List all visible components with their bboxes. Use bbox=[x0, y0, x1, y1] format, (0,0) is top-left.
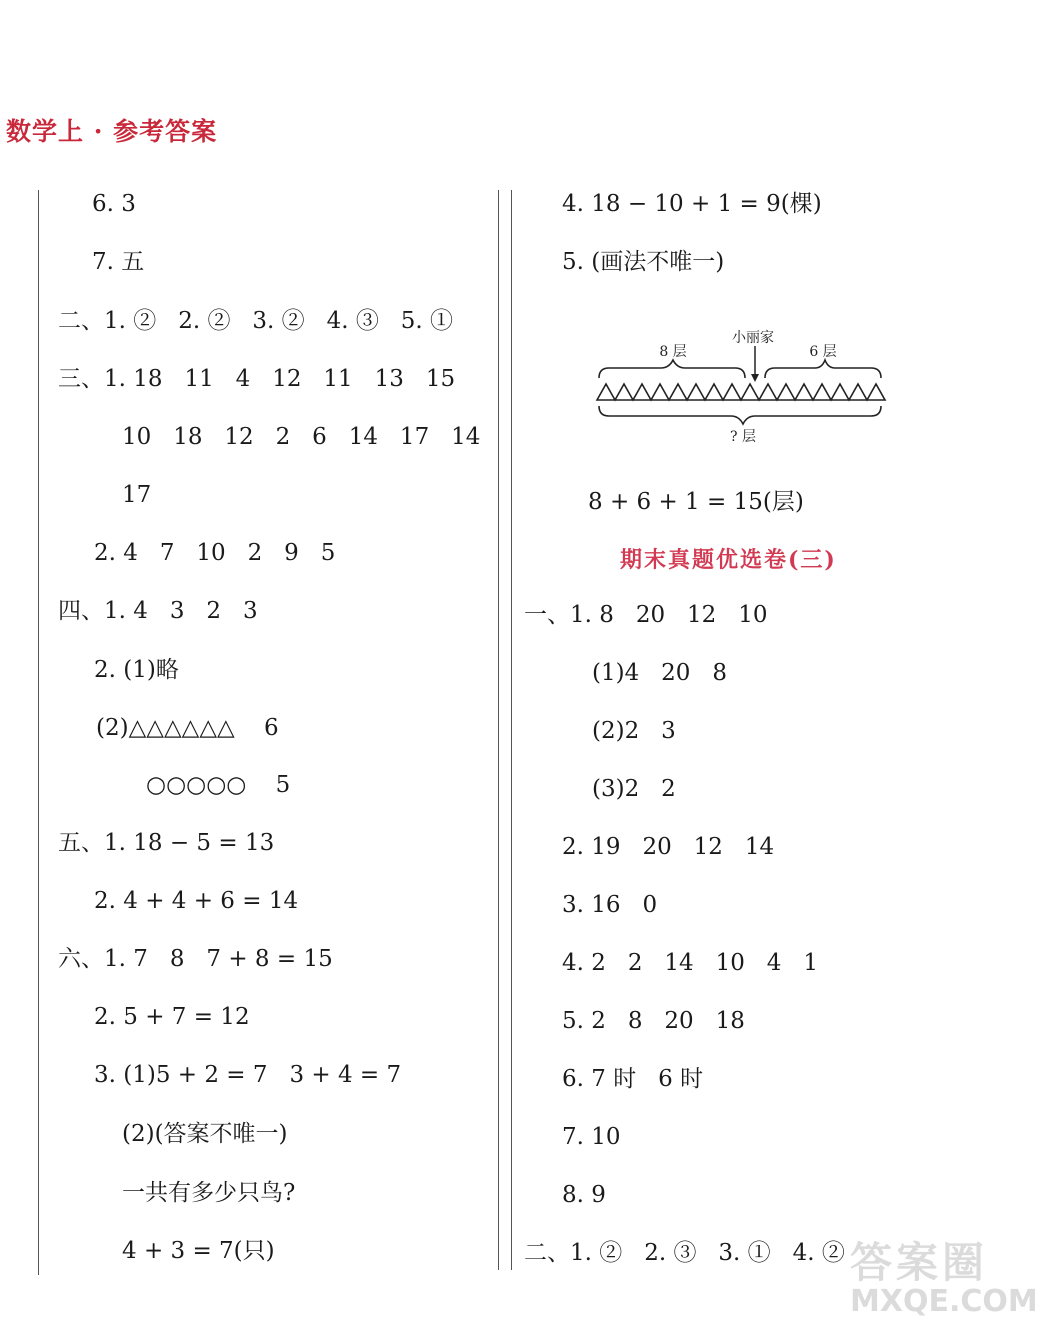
column-divider-left bbox=[498, 190, 499, 1270]
answer-line: 6. 7 时 6 时 bbox=[562, 1066, 704, 1092]
answer-line: 六、1. 7 8 7 + 8 = 15 bbox=[58, 946, 333, 972]
answer-line: 2. (1)略 bbox=[94, 657, 179, 683]
watermark-cn: 答案圈 bbox=[850, 1238, 989, 1287]
answer-line: (2)△△△△△△ 6 bbox=[96, 715, 279, 741]
left-brace bbox=[599, 360, 745, 378]
triangle-row bbox=[597, 384, 885, 400]
answer-line: 五、1. 18 − 5 = 13 bbox=[58, 830, 275, 856]
diagram-label-left: 8 层 bbox=[659, 344, 687, 360]
answer-line: (2)2 3 bbox=[592, 718, 676, 744]
section-title: 期末真题优选卷(三) bbox=[620, 547, 837, 573]
answer-line: 7. 10 bbox=[562, 1124, 621, 1150]
answer-line: (2)(答案不唯一) bbox=[122, 1121, 288, 1147]
answer-line: 二、1. ② 2. ② 3. ② 4. ③ 5. ① bbox=[58, 308, 454, 334]
answer-line: 17 bbox=[122, 482, 152, 508]
diagram-label-home: 小丽家 bbox=[732, 330, 774, 346]
column-divider-right bbox=[511, 190, 512, 1270]
answer-line: 5. (画法不唯一) bbox=[562, 249, 725, 275]
answer-line: 一共有多少只鸟? bbox=[122, 1180, 296, 1206]
diagram-label-right: 6 层 bbox=[809, 344, 837, 360]
answer-line: 一、1. 8 20 12 10 bbox=[524, 602, 768, 628]
answer-line: (3)2 2 bbox=[592, 776, 676, 802]
answer-line: 3. (1)5 + 2 = 7 3 + 4 = 7 bbox=[94, 1062, 402, 1088]
watermark-en: MXQE.COM bbox=[850, 1284, 1038, 1319]
answer-line: 4. 18 − 10 + 1 = 9(棵) bbox=[562, 191, 822, 217]
answer-line: ○○○○○ 5 bbox=[146, 772, 291, 798]
diagram-label-total: ? 层 bbox=[730, 429, 756, 445]
answer-line: 2. 19 20 12 14 bbox=[562, 834, 775, 860]
home-pointer-arrow bbox=[751, 374, 759, 382]
total-brace bbox=[599, 406, 881, 424]
left-border-line bbox=[38, 190, 39, 1275]
answer-line: 4 + 3 = 7(只) bbox=[122, 1238, 275, 1264]
answer-line: 8 + 6 + 1 = 15(层) bbox=[588, 489, 804, 515]
answer-line: 6. 3 bbox=[92, 191, 136, 217]
page-header-title: 数学上 · 参考答案 bbox=[6, 117, 218, 146]
answer-line: 2. 4 + 4 + 6 = 14 bbox=[94, 888, 299, 914]
answer-line: 4. 2 2 14 10 4 1 bbox=[562, 950, 818, 976]
answer-line: 二、1. ② 2. ③ 3. ① 4. ② bbox=[524, 1240, 845, 1266]
answer-line: 3. 16 0 bbox=[562, 892, 658, 918]
answer-line: 三、1. 18 11 4 12 11 13 15 bbox=[58, 366, 456, 392]
answer-line: (1)4 20 8 bbox=[592, 660, 727, 686]
answer-line: 四、1. 4 3 2 3 bbox=[58, 598, 258, 624]
layers-diagram bbox=[593, 328, 893, 448]
answer-line: 7. 五 bbox=[92, 249, 145, 275]
answer-line: 10 18 12 2 6 14 17 14 bbox=[122, 424, 481, 450]
answer-line: 5. 2 8 20 18 bbox=[562, 1008, 745, 1034]
answer-line: 2. 4 7 10 2 9 5 bbox=[94, 540, 336, 566]
answer-line: 8. 9 bbox=[562, 1182, 606, 1208]
right-brace bbox=[765, 360, 881, 378]
watermark bbox=[850, 1230, 1038, 1319]
answer-line: 2. 5 + 7 = 12 bbox=[94, 1004, 250, 1030]
